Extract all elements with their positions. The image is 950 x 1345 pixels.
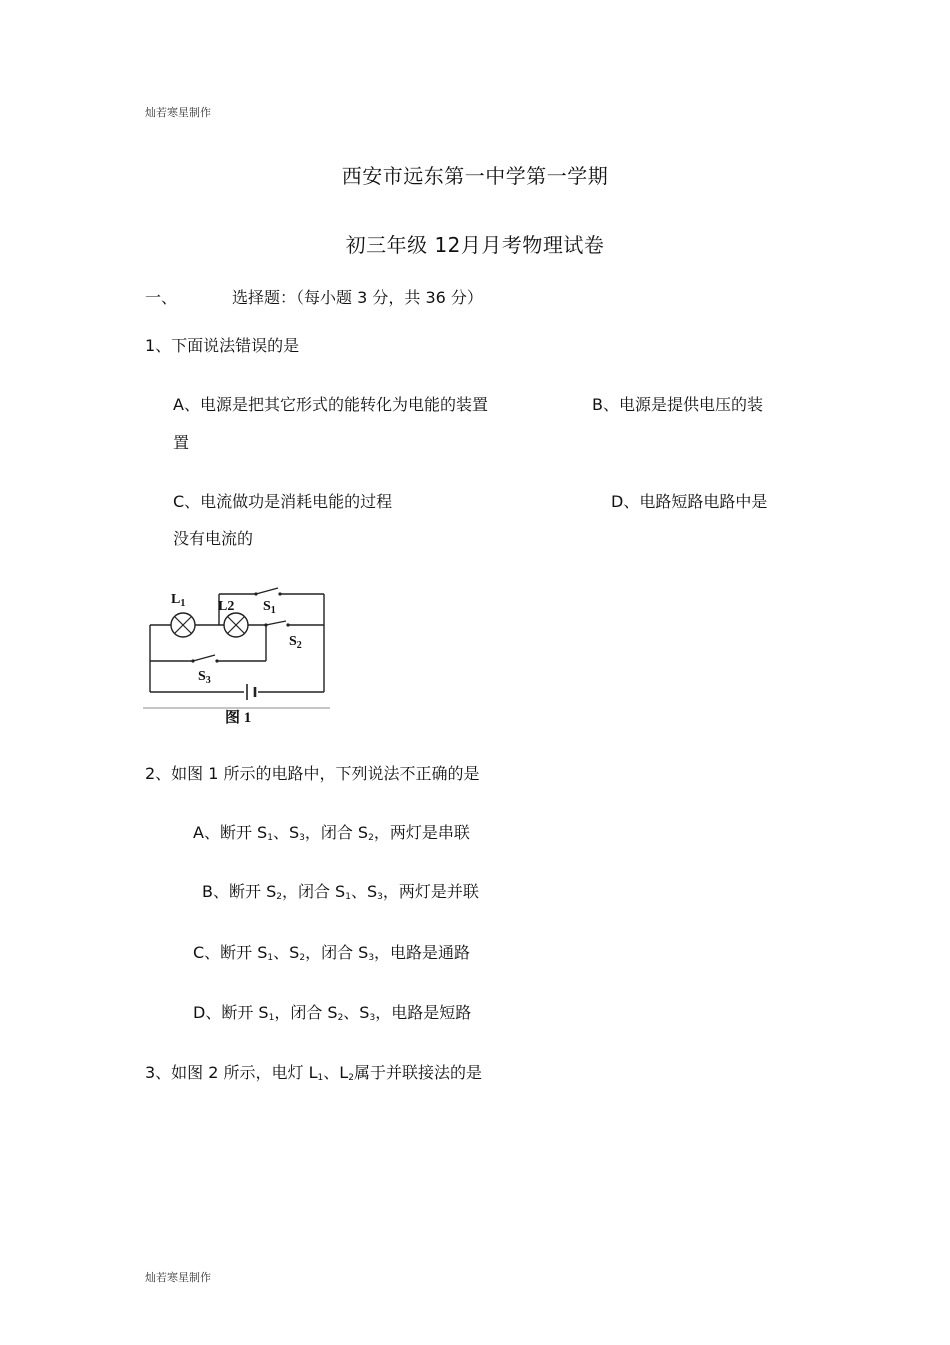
q3-stem: 3、如图 2 所示，电灯 $L_1$、$L_2$属于并联接法的是 bbox=[145, 1063, 482, 1083]
q1-option-d: D、电路短路电路中是 bbox=[611, 492, 768, 511]
q2-option-b: B、断开 $S_2$，闭合 $S_1$、$S_3$，两灯是并联 bbox=[202, 882, 479, 902]
lamp-l2-icon bbox=[224, 613, 248, 637]
q1-stem: 1、下面说法错误的是 bbox=[145, 336, 300, 355]
lamp-l1-icon bbox=[171, 613, 195, 637]
q1-option-b-continued: 置 bbox=[173, 433, 190, 452]
q1-option-a: A、电源是把其它形式的能转化为电能的装置 bbox=[173, 395, 488, 414]
q2-option-c: C、断开 $S_1$、$S_2$，闭合 $S_3$，电路是通路 bbox=[193, 943, 471, 963]
label-l2: L2 bbox=[218, 599, 235, 614]
exam-title: 西安市远东第一中学第一学期 bbox=[341, 164, 609, 188]
q1-option-b: B、电源是提供电压的装 bbox=[592, 395, 763, 414]
q2-option-a: A、断开 $S_1$、$S_3$，闭合 $S_2$，两灯是串联 bbox=[193, 823, 470, 843]
section-heading: 选择题：（每小题 3 分，共 36 分） bbox=[232, 288, 483, 307]
q2-option-d: D、断开 $S_1$，闭合 $S_2$、$S_3$，电路是短路 bbox=[193, 1003, 472, 1023]
circuit-diagram-figure-1 bbox=[143, 583, 333, 728]
watermark-bottom: 灿若寒星制作 bbox=[145, 1271, 211, 1284]
figure-1-caption: 图 1 bbox=[225, 710, 252, 726]
label-s2: $S_2$ bbox=[289, 634, 302, 651]
label-s1: $S_1$ bbox=[263, 599, 276, 616]
q1-option-d-continued: 没有电流的 bbox=[173, 529, 254, 548]
q1-option-c: C、电流做功是消耗电能的过程 bbox=[173, 492, 393, 511]
label-s3: $S_3$ bbox=[198, 669, 211, 686]
watermark-top: 灿若寒星制作 bbox=[145, 106, 211, 119]
q2-stem: 2、如图 1 所示的电路中，下列说法不正确的是 bbox=[145, 764, 480, 783]
label-l1: $L_1$ bbox=[171, 592, 186, 609]
section-number: 一、 bbox=[145, 288, 178, 307]
exam-subtitle: 初三年级 12月月考物理试卷 bbox=[345, 233, 605, 257]
